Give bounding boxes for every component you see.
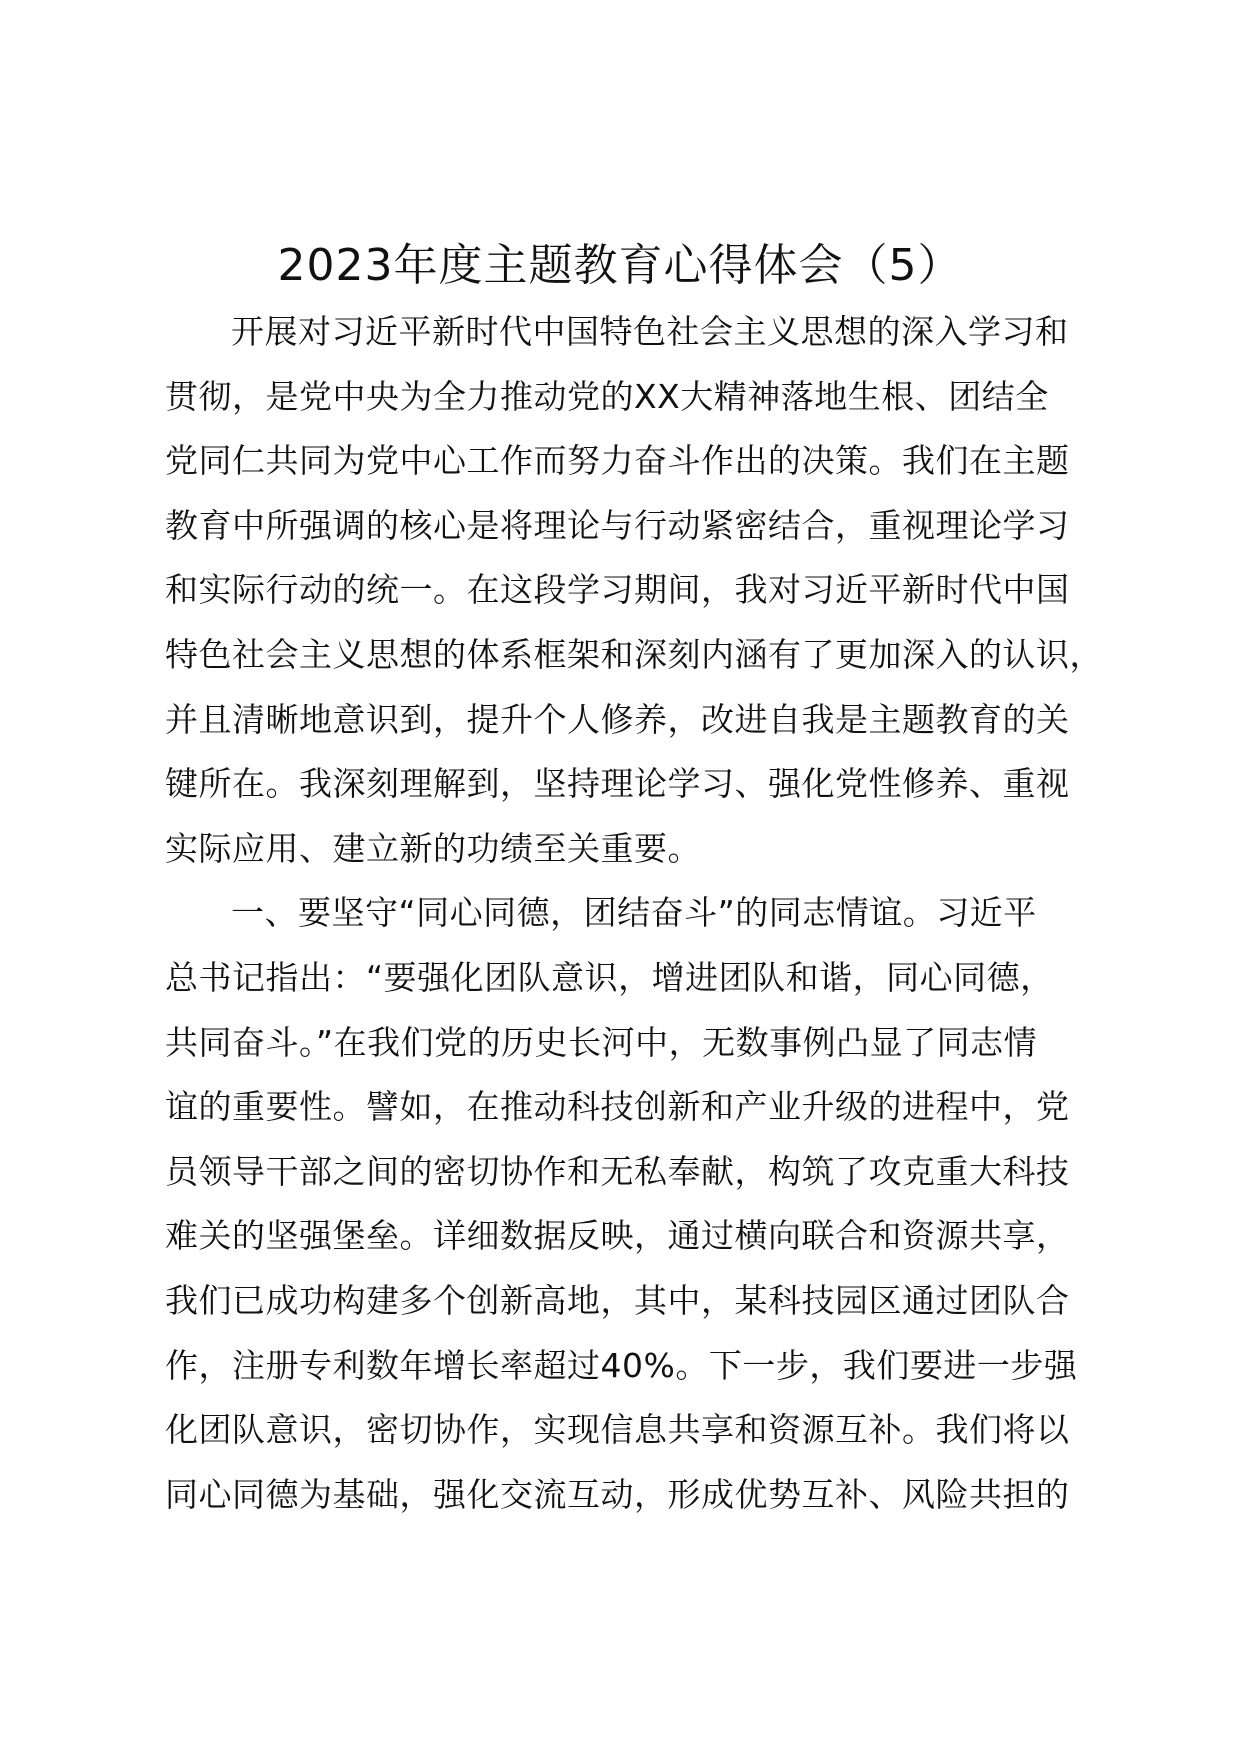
- paragraph-2-line-7: 我们已成功构建多个创新高地，其中，某科技园区通过团队合: [165, 1280, 1070, 1320]
- paragraph-2-line-1: 一、要坚守“同心同德，团结奋斗”的同志情谊。习近平: [231, 893, 1037, 933]
- paragraph-1-line-7: 并且清晰地意识到，提升个人修养，改进自我是主题教育的关: [165, 699, 1070, 739]
- paragraph-2-line-5: 员领导干部之间的密切协作和无私奉献，构筑了攻克重大科技: [165, 1151, 1070, 1191]
- paragraph-2-line-3: 共同奋斗。”在我们党的历史长河中，无数事例凸显了同志情: [165, 1022, 1038, 1062]
- paragraph-1-line-2: 贯彻，是党中央为全力推动党的XX大精神落地生根、团结全: [165, 376, 1049, 416]
- paragraph-1-line-5: 和实际行动的统一。在这段学习期间，我对习近平新时代中国: [165, 570, 1070, 610]
- paragraph-1-line-1: 开展对习近平新时代中国特色社会主义思想的深入学习和: [231, 312, 1069, 351]
- paragraph-2-line-9: 化团队意识，密切协作，实现信息共享和资源互补。我们将以: [165, 1410, 1070, 1450]
- paragraph-2-line-10: 同心同德为基础，强化交流互动，形成优势互补、风险共担的: [165, 1474, 1070, 1514]
- paragraph-1-line-9: 实际应用、建立新的功绩至关重要。: [165, 828, 701, 868]
- document-title: 2023年度主题教育心得体会（5）: [277, 240, 963, 291]
- paragraph-2-line-4: 谊的重要性。譬如，在推动科技创新和产业升级的进程中，党: [165, 1087, 1070, 1127]
- paragraph-2-line-8: 作，注册专利数年增长率超过40%。下一步，我们要进一步强: [165, 1345, 1078, 1385]
- paragraph-1-line-3: 党同仁共同为党中心工作而努力奋斗作出的决策。我们在主题: [165, 441, 1070, 481]
- paragraph-2-line-2: 总书记指出：“要强化团队意识，增进团队和谐，同心同德，: [165, 957, 1054, 997]
- paragraph-2-line-6: 难关的坚强堡垒。详细数据反映，通过横向联合和资源共享，: [165, 1216, 1070, 1256]
- paragraph-1-line-4: 教育中所强调的核心是将理论与行动紧密结合，重视理论学习: [165, 505, 1070, 545]
- paragraph-1-line-8: 键所在。我深刻理解到，坚持理论学习、强化党性修养、重视: [165, 764, 1070, 804]
- document-body: [165, 300, 1103, 1527]
- paragraph-1-line-6: 特色社会主义思想的体系框架和深刻内涵有了更加深入的认识，: [165, 634, 1103, 674]
